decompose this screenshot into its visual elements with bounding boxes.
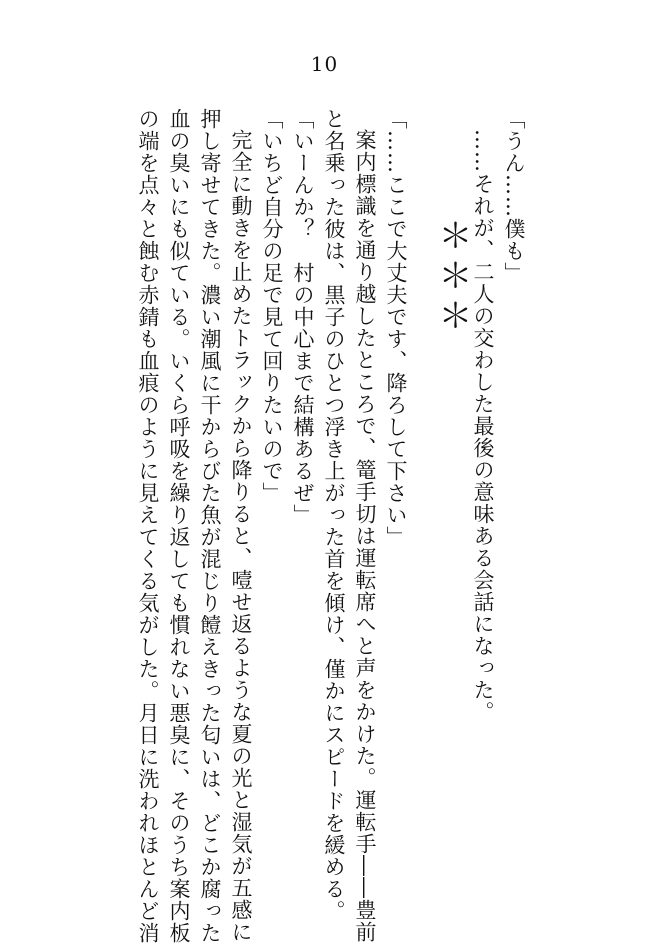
text-line: 「うん……僕も」 bbox=[502, 108, 526, 284]
text-line: 案内標識を通り越したところで、篭手切は運転席へと声をかけた。運転手――豊前 bbox=[353, 129, 377, 943]
text-line: ……それが、二人の交わした最後の意味ある会話になった。 bbox=[471, 129, 495, 723]
text-line: 血の臭いにも似ている。いくら呼吸を繰り返しても慣れない悪臭に、そのうち案内板 bbox=[167, 108, 191, 944]
page-number: 10 bbox=[310, 52, 339, 76]
text-line: 押し寄せてきた。濃い潮風に干からびた魚が混じり饐えきった匂いは、どこか腐った bbox=[198, 108, 222, 944]
vertical-text-body bbox=[132, 108, 529, 944]
section-divider: ＊＊＊ bbox=[432, 218, 472, 338]
text-line: 完全に動きを止めたトラックから降りると、噎せ返るような夏の光と湿気が五感に bbox=[229, 129, 253, 943]
text-line: 「……ここで大丈夫です、降ろして下さい」 bbox=[384, 108, 408, 548]
text-line: 「いーんか？ 村の中心まで結構あるぜ」 bbox=[291, 108, 315, 526]
text-line: 「いちど自分の足で見て回りたいので」 bbox=[260, 108, 284, 504]
text-line: の端を点々と蝕む赤錆も血痕のように見えてくる気がした。月日に洗われほとんど消 bbox=[136, 108, 160, 944]
text-line: と名乗った彼は、黒子のひとつ浮き上がった首を傾け、僅かにスピードを緩める。 bbox=[322, 108, 346, 922]
